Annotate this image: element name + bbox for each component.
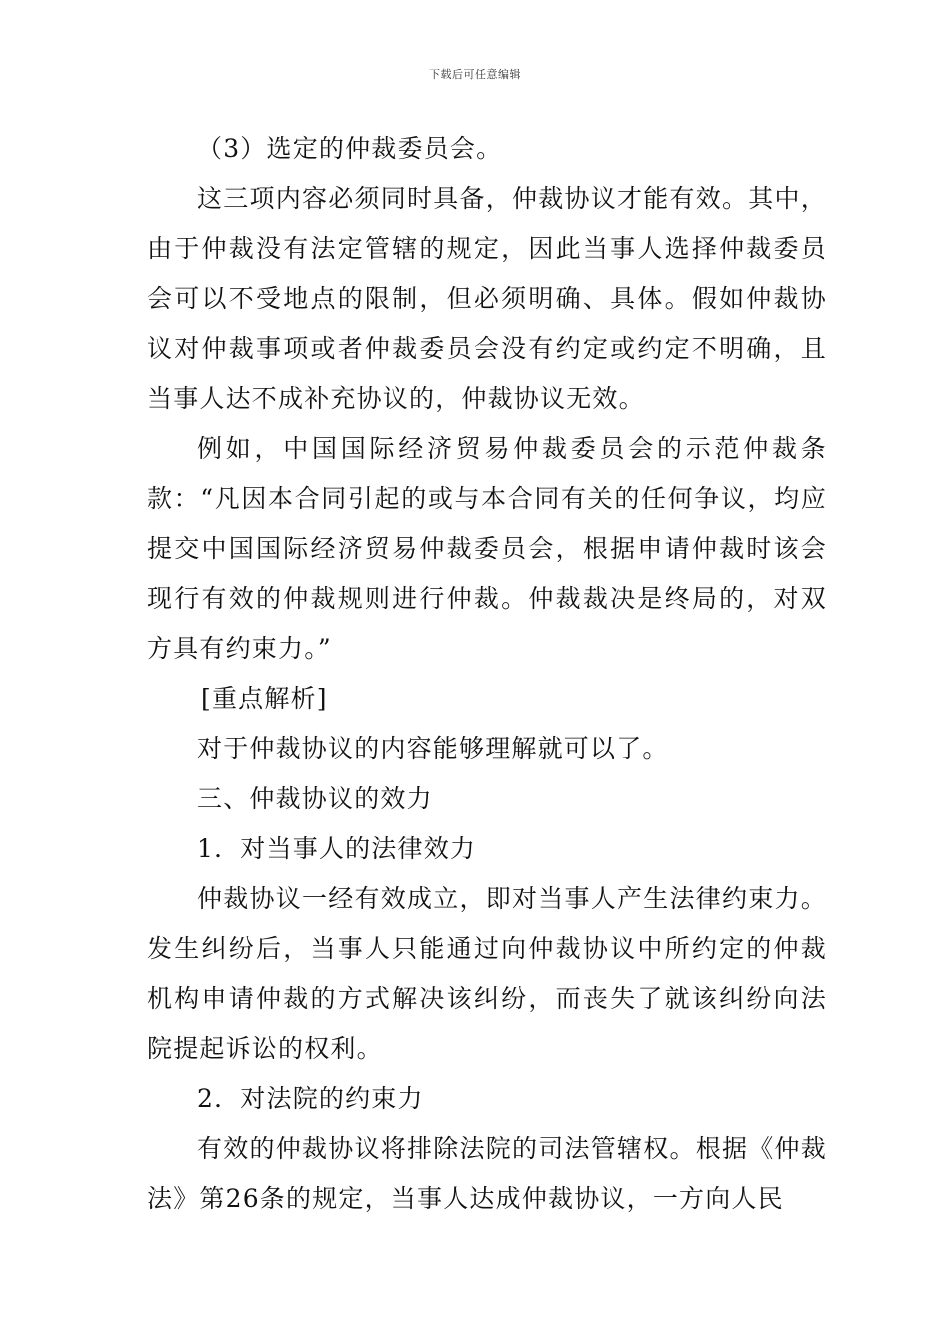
document-body (147, 124, 827, 1224)
subheading-court-effect: 2．对法院的约束力 (197, 1084, 424, 1113)
section-heading-effect: 三、仲裁协议的效力 (197, 784, 433, 813)
paragraph-parties-effect: 仲裁协议一经有效成立，即对当事人产生法律约束力。发生纠纷后，当事人只能通过向仲裁协议中所约定的仲裁机构申请仲裁的方式解决该纠纷，而丧失了就该纠纷向法院提起诉讼的权利。 (147, 884, 827, 1063)
key-analysis-heading: [重点解析] (201, 684, 328, 713)
page-header: 下载后可任意编辑 (429, 68, 521, 81)
paragraph-key-analysis: 对于仲裁协议的内容能够理解就可以了。 (197, 734, 669, 763)
paragraph-example-clause: 例如，中国国际经济贸易仲裁委员会的示范仲裁条款：“凡因本合同引起的或与本合同有关的任何争议，均应提交中国国际经济贸易仲裁委员会，根据申请仲裁时该会现行有效的仲裁规则进行仲裁。仲裁裁决是终局的，对双方具有约束力。” (147, 434, 827, 663)
subheading-parties-effect: 1．对当事人的法律效力 (197, 834, 477, 863)
paragraph-requirements: 这三项内容必须同时具备，仲裁协议才能有效。其中，由于仲裁没有法定管辖的规定，因此当事人选择仲裁委员会可以不受地点的限制，但必须明确、具体。假如仲裁协议对仲裁事项或者仲裁委员会没有约定或约定不明确，且当事人达不成补充协议的，仲裁协议无效。 (147, 184, 827, 413)
paragraph-court-effect: 有效的仲裁协议将排除法院的司法管辖权。根据《仲裁法》第26条的规定，当事人达成仲裁协议，一方向人民 (147, 1134, 827, 1213)
paragraph-item-3: （3）选定的仲裁委员会。 (197, 134, 503, 163)
